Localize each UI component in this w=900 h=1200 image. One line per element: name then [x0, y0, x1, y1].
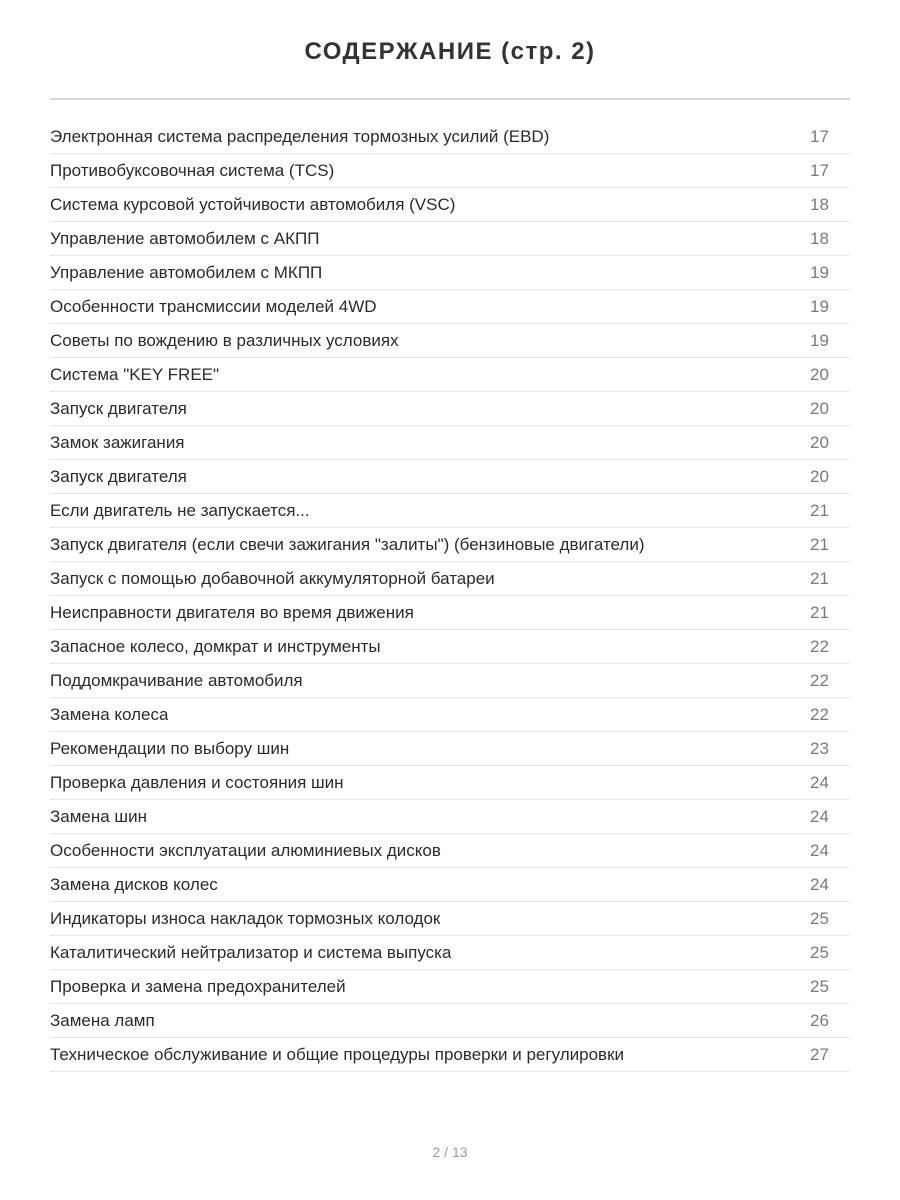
- toc-entry-title: Если двигатель не запускается...: [50, 500, 310, 520]
- page-title: СОДЕРЖАНИЕ (стр. 2): [304, 38, 596, 65]
- toc-entry-title: Проверка и замена предохранителей: [50, 976, 346, 996]
- toc-entry-title: Замена шин: [50, 806, 147, 826]
- toc-entry[interactable]: [50, 664, 850, 698]
- toc-entry-page: 27: [810, 1044, 829, 1064]
- toc-entry-page: 22: [810, 670, 829, 690]
- toc-entry[interactable]: [50, 936, 850, 970]
- toc-entry[interactable]: [50, 834, 850, 868]
- toc-entry-title: Замена колеса: [50, 704, 169, 724]
- toc-entry-page: 17: [810, 160, 829, 180]
- toc-entry-page: 25: [810, 942, 829, 962]
- table-of-contents: [50, 120, 850, 1072]
- toc-entry-page: 19: [810, 330, 829, 350]
- toc-entry[interactable]: [50, 392, 850, 426]
- toc-entry-title: Поддомкрачивание автомобиля: [50, 670, 303, 690]
- toc-entry-page: 24: [810, 874, 829, 894]
- toc-entry[interactable]: [50, 290, 850, 324]
- toc-entry[interactable]: [50, 1038, 850, 1072]
- toc-entry-page: 21: [810, 568, 829, 588]
- toc-entry[interactable]: [50, 494, 850, 528]
- toc-entry-title: Особенности эксплуатации алюминиевых дисков: [50, 840, 441, 860]
- toc-entry[interactable]: [50, 358, 850, 392]
- toc-entry[interactable]: [50, 562, 850, 596]
- toc-entry[interactable]: [50, 256, 850, 290]
- toc-entry[interactable]: [50, 596, 850, 630]
- toc-entry-title: Запасное колесо, домкрат и инструменты: [50, 636, 381, 656]
- toc-entry-page: 24: [810, 840, 829, 860]
- toc-entry[interactable]: [50, 698, 850, 732]
- toc-entry-page: 20: [810, 432, 829, 452]
- toc-entry-page: 20: [810, 364, 829, 384]
- toc-entry-title: Каталитический нейтрализатор и система выпуска: [50, 942, 452, 962]
- toc-entry-title: Замок зажигания: [50, 432, 185, 452]
- toc-entry-page: 20: [810, 398, 829, 418]
- toc-entry-title: Советы по вождению в различных условиях: [50, 330, 399, 350]
- toc-entry[interactable]: [50, 154, 850, 188]
- toc-entry-title: Рекомендации по выбору шин: [50, 738, 290, 758]
- toc-entry[interactable]: [50, 970, 850, 1004]
- toc-entry-title: Запуск двигателя: [50, 466, 187, 486]
- toc-entry-page: 17: [810, 126, 829, 146]
- toc-entry[interactable]: [50, 630, 850, 664]
- toc-entry-page: 19: [810, 262, 829, 282]
- toc-entry-page: 26: [810, 1010, 829, 1030]
- toc-entry[interactable]: [50, 528, 850, 562]
- toc-entry-page: 25: [810, 908, 829, 928]
- toc-entry-page: 24: [810, 772, 829, 792]
- toc-entry-title: Запуск с помощью добавочной аккумуляторной батареи: [50, 568, 495, 588]
- toc-entry-title: Система курсовой устойчивости автомобиля (VSC): [50, 194, 456, 214]
- toc-entry-page: 21: [810, 534, 829, 554]
- toc-entry[interactable]: [50, 766, 850, 800]
- toc-entry-title: Система "KEY FREE": [50, 364, 220, 384]
- page-indicator: 2 / 13: [432, 1144, 468, 1160]
- toc-entry-page: 25: [810, 976, 829, 996]
- title-divider: [50, 98, 850, 100]
- toc-entry-title: Управление автомобилем с АКПП: [50, 228, 320, 248]
- toc-entry-page: 18: [810, 228, 829, 248]
- toc-entry-title: Управление автомобилем с МКПП: [50, 262, 323, 282]
- toc-entry[interactable]: [50, 188, 850, 222]
- toc-entry-title: Индикаторы износа накладок тормозных колодок: [50, 908, 441, 928]
- toc-entry[interactable]: [50, 800, 850, 834]
- toc-entry-title: Запуск двигателя: [50, 398, 187, 418]
- toc-entry-title: Электронная система распределения тормозных усилий (EBD): [50, 126, 550, 146]
- toc-entry-page: 19: [810, 296, 829, 316]
- toc-entry-title: Замена дисков колес: [50, 874, 218, 894]
- toc-entry[interactable]: [50, 460, 850, 494]
- toc-entry-title: Неисправности двигателя во время движения: [50, 602, 414, 622]
- toc-entry[interactable]: [50, 732, 850, 766]
- toc-entry-title: Проверка давления и состояния шин: [50, 772, 344, 792]
- toc-entry-page: 21: [810, 602, 829, 622]
- toc-entry[interactable]: [50, 1004, 850, 1038]
- toc-entry-page: 22: [810, 704, 829, 724]
- toc-entry-page: 20: [810, 466, 829, 486]
- toc-entry-page: 24: [810, 806, 829, 826]
- toc-entry[interactable]: [50, 324, 850, 358]
- toc-entry-page: 18: [810, 194, 829, 214]
- toc-entry-title: Техническое обслуживание и общие процедуры проверки и регулировки: [50, 1044, 625, 1064]
- toc-entry-title: Запуск двигателя (если свечи зажигания "залиты") (бензиновые двигатели): [50, 534, 645, 554]
- toc-entry[interactable]: [50, 426, 850, 460]
- toc-entry-title: Замена ламп: [50, 1010, 155, 1030]
- toc-entry-title: Особенности трансмиссии моделей 4WD: [50, 296, 377, 316]
- toc-entry[interactable]: [50, 222, 850, 256]
- toc-entry[interactable]: [50, 868, 850, 902]
- toc-entry[interactable]: [50, 120, 850, 154]
- toc-entry-page: 23: [810, 738, 829, 758]
- toc-entry[interactable]: [50, 902, 850, 936]
- toc-entry-page: 21: [810, 500, 829, 520]
- toc-entry-page: 22: [810, 636, 829, 656]
- toc-entry-title: Противобуксовочная система (TCS): [50, 160, 335, 180]
